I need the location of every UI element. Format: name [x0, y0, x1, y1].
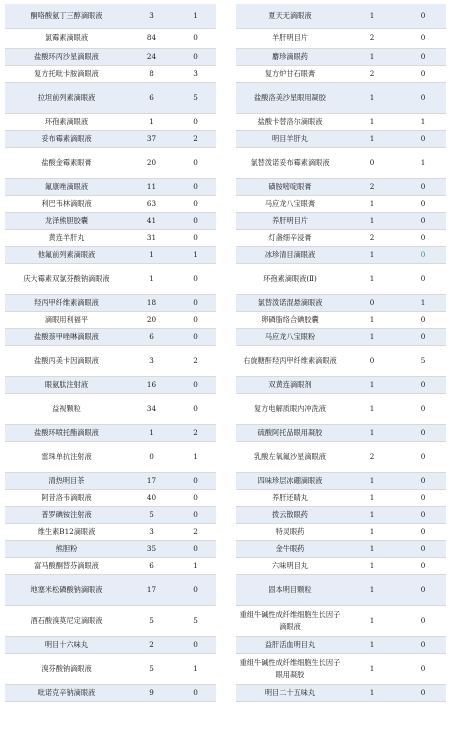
- count-a-cell: 17: [128, 472, 175, 489]
- table-row: [5, 328, 216, 345]
- table-row: [5, 653, 216, 684]
- count-b-cell: 2: [175, 345, 216, 376]
- table-row: [236, 4, 446, 28]
- table-row: [5, 4, 216, 28]
- count-a-cell: 1: [344, 523, 400, 540]
- drug-name-cell: 羟丙甲纤维素滴眼液: [5, 294, 128, 311]
- drug-name-cell: 夏天无滴眼液: [236, 4, 344, 28]
- drug-name-cell: 酮咯酸氨丁三醇滴眼液: [5, 4, 128, 28]
- count-a-cell: 1: [344, 263, 400, 294]
- drug-name-cell: 利巴韦林滴眼液: [5, 195, 128, 212]
- table-row: [5, 246, 216, 263]
- count-b-cell: 0: [175, 294, 216, 311]
- drug-name-cell: 阿昔洛韦滴眼液: [5, 489, 128, 506]
- count-a-cell: 1: [344, 557, 400, 574]
- drug-name-cell: 麝珍滴眼药: [236, 48, 344, 65]
- drug-name-cell: 滴眼用利福平: [5, 311, 128, 328]
- count-a-cell: 1: [344, 212, 400, 229]
- count-a-cell: 1: [344, 195, 400, 212]
- count-b-cell: 0: [175, 195, 216, 212]
- right-drug-table: [236, 4, 446, 702]
- count-b-cell: 0: [400, 246, 446, 263]
- drug-name-cell: 明目二十五味丸: [236, 684, 344, 701]
- drug-name-cell: 明目十六味丸: [5, 636, 128, 653]
- count-b-cell: 1: [175, 246, 216, 263]
- drug-name-cell: 氯替泼诺妥布霉素滴眼液: [236, 147, 344, 178]
- count-a-cell: 6: [128, 328, 175, 345]
- table-row: [236, 393, 446, 424]
- table-row: [5, 48, 216, 65]
- table-row: [236, 48, 446, 65]
- table-row: [236, 130, 446, 147]
- drug-name-cell: 富马酸酮替芬滴眼液: [5, 557, 128, 574]
- table-row: [5, 263, 216, 294]
- count-a-cell: 1: [344, 376, 400, 393]
- count-b-cell: 0: [175, 178, 216, 195]
- drug-name-cell: 重组牛碱性成纤维细胞生长因子眼用凝胶: [236, 653, 344, 684]
- count-b-cell: 0: [175, 376, 216, 393]
- table-row: [5, 424, 216, 441]
- count-a-cell: 37: [128, 130, 175, 147]
- count-b-cell: 2: [175, 424, 216, 441]
- count-b-cell: 0: [175, 393, 216, 424]
- count-a-cell: 1: [128, 424, 175, 441]
- count-a-cell: 1: [344, 130, 400, 147]
- count-b-cell: 0: [400, 557, 446, 574]
- table-row: [5, 212, 216, 229]
- count-a-cell: 1: [344, 424, 400, 441]
- count-a-cell: 2: [344, 441, 400, 472]
- drug-name-cell: 灯盏细辛浸膏: [236, 229, 344, 246]
- count-b-cell: 0: [175, 506, 216, 523]
- table-row: [5, 636, 216, 653]
- count-a-cell: 1: [344, 489, 400, 506]
- table-row: [5, 376, 216, 393]
- count-b-cell: 5: [400, 345, 446, 376]
- drug-name-cell: 盐酸卡替洛尔滴眼液: [236, 113, 344, 130]
- table-row: [236, 441, 446, 472]
- drug-name-cell: 拉坦前列素滴眼液: [5, 82, 128, 113]
- drug-name-cell: 四味珍层冰硼滴眼液: [236, 472, 344, 489]
- count-b-cell: 0: [175, 636, 216, 653]
- count-b-cell: 0: [400, 263, 446, 294]
- count-a-cell: 5: [128, 506, 175, 523]
- count-b-cell: 0: [400, 574, 446, 605]
- table-row: [5, 506, 216, 523]
- count-a-cell: 9: [128, 684, 175, 701]
- count-b-cell: 0: [175, 489, 216, 506]
- table-row: [236, 328, 446, 345]
- count-a-cell: 1: [344, 472, 400, 489]
- table-row: [236, 195, 446, 212]
- drug-name-cell: 盐酸萘甲唑啉滴眼液: [5, 328, 128, 345]
- count-a-cell: 0: [344, 345, 400, 376]
- drug-name-cell: 复方电解质眼内冲洗液: [236, 393, 344, 424]
- count-a-cell: 2: [344, 178, 400, 195]
- count-b-cell: 0: [175, 684, 216, 701]
- drug-name-cell: 六味明目丸: [236, 557, 344, 574]
- drug-name-cell: 地塞米松磷酸钠滴眼液: [5, 574, 128, 605]
- count-b-cell: 1: [400, 113, 446, 130]
- count-a-cell: 1: [344, 393, 400, 424]
- drug-name-cell: 固本明目颗粒: [236, 574, 344, 605]
- table-row: [236, 684, 446, 701]
- count-b-cell: 0: [175, 328, 216, 345]
- drug-name-cell: 眼氨肽注射液: [5, 376, 128, 393]
- drug-name-cell: 明目羊肝丸: [236, 130, 344, 147]
- count-a-cell: 0: [344, 294, 400, 311]
- count-a-cell: 40: [128, 489, 175, 506]
- count-a-cell: 0: [344, 147, 400, 178]
- count-a-cell: 41: [128, 212, 175, 229]
- drug-name-cell: 马应龙八宝眼粉: [236, 328, 344, 345]
- table-row: [236, 605, 446, 636]
- count-b-cell: 0: [400, 605, 446, 636]
- drug-name-cell: 庆大霉素双氯芬酸钠滴眼液: [5, 263, 128, 294]
- count-a-cell: 1: [344, 246, 400, 263]
- count-a-cell: 1: [128, 113, 175, 130]
- count-a-cell: 1: [344, 48, 400, 65]
- table-row: [5, 229, 216, 246]
- drug-name-cell: 酒石酸溴莫尼定滴眼液: [5, 605, 128, 636]
- drug-name-cell: 氟康唑滴眼液: [5, 178, 128, 195]
- drug-name-cell: 盐酸金霉素眼膏: [5, 147, 128, 178]
- count-a-cell: 1: [128, 263, 175, 294]
- count-b-cell: 0: [400, 540, 446, 557]
- drug-name-cell: 益视颗粒: [5, 393, 128, 424]
- table-row: [236, 540, 446, 557]
- count-b-cell: 0: [175, 574, 216, 605]
- count-b-cell: 0: [400, 393, 446, 424]
- count-b-cell: 1: [175, 557, 216, 574]
- drug-name-cell: 养肝明目片: [236, 212, 344, 229]
- count-b-cell: 0: [400, 684, 446, 701]
- table-row: [5, 311, 216, 328]
- left-drug-table: [5, 4, 216, 702]
- drug-name-cell: 卵磷脂络合碘胶囊: [236, 311, 344, 328]
- count-a-cell: 18: [128, 294, 175, 311]
- count-a-cell: 1: [344, 684, 400, 701]
- table-row: [236, 263, 446, 294]
- count-b-cell: 2: [175, 130, 216, 147]
- count-a-cell: 2: [344, 28, 400, 48]
- count-b-cell: 2: [175, 523, 216, 540]
- count-a-cell: 63: [128, 195, 175, 212]
- table-row: [5, 65, 216, 82]
- table-row: [236, 636, 446, 653]
- count-a-cell: 1: [344, 113, 400, 130]
- table-row: [236, 294, 446, 311]
- count-b-cell: 0: [175, 229, 216, 246]
- drug-name-cell: 盐酸环喷托酯滴眼液: [5, 424, 128, 441]
- table-row: [5, 294, 216, 311]
- count-b-cell: 1: [400, 147, 446, 178]
- drug-name-cell: 氯替泼诺混悬滴眼液: [236, 294, 344, 311]
- count-b-cell: 0: [175, 147, 216, 178]
- table-row: [236, 311, 446, 328]
- count-a-cell: 31: [128, 229, 175, 246]
- count-a-cell: 1: [344, 82, 400, 113]
- count-a-cell: 3: [128, 523, 175, 540]
- table-row: [236, 376, 446, 393]
- drug-name-cell: 环孢素滴眼液: [5, 113, 128, 130]
- table-row: [236, 574, 446, 605]
- table-row: [5, 441, 216, 472]
- table-row: [5, 345, 216, 376]
- table-row: [5, 472, 216, 489]
- table-row: [236, 229, 446, 246]
- drug-name-cell: 盐酸洛美沙星眼用凝胶: [236, 82, 344, 113]
- drug-name-cell: 冰珍清目滴眼液: [236, 246, 344, 263]
- drug-name-cell: 马应龙八宝眼膏: [236, 195, 344, 212]
- count-b-cell: 0: [400, 506, 446, 523]
- count-a-cell: 2: [344, 65, 400, 82]
- drug-name-cell: 羊肝明目片: [236, 28, 344, 48]
- table-row: [236, 147, 446, 178]
- count-b-cell: 0: [400, 82, 446, 113]
- drug-name-cell: 复方托吡卡胺滴眼液: [5, 65, 128, 82]
- table-row: [236, 113, 446, 130]
- drug-name-cell: 双黄连滴眼剂: [236, 376, 344, 393]
- count-a-cell: 1: [344, 574, 400, 605]
- drug-name-cell: 盐酸环丙沙星滴眼液: [5, 48, 128, 65]
- count-a-cell: 1: [344, 540, 400, 557]
- table-row: [5, 28, 216, 48]
- table-row: [5, 684, 216, 701]
- table-row: [236, 212, 446, 229]
- count-b-cell: 3: [175, 65, 216, 82]
- count-b-cell: 0: [400, 489, 446, 506]
- table-row: [236, 246, 446, 263]
- drug-name-cell: 复方炉甘石眼膏: [236, 65, 344, 82]
- count-a-cell: 11: [128, 178, 175, 195]
- count-b-cell: 0: [175, 263, 216, 294]
- table-row: [236, 557, 446, 574]
- drug-name-cell: 特灵眼药: [236, 523, 344, 540]
- count-b-cell: 0: [400, 65, 446, 82]
- count-b-cell: 0: [175, 311, 216, 328]
- drug-name-cell: 他氟前列素滴眼液: [5, 246, 128, 263]
- table-row: [5, 130, 216, 147]
- count-b-cell: 0: [400, 229, 446, 246]
- count-a-cell: 0: [128, 441, 175, 472]
- count-b-cell: 0: [175, 113, 216, 130]
- count-a-cell: 6: [128, 557, 175, 574]
- table-row: [5, 82, 216, 113]
- drug-name-cell: 普罗碘铵注射液: [5, 506, 128, 523]
- count-b-cell: 0: [400, 328, 446, 345]
- table-row: [5, 147, 216, 178]
- count-a-cell: 84: [128, 28, 175, 48]
- count-a-cell: 6: [128, 82, 175, 113]
- table-row: [5, 540, 216, 557]
- count-b-cell: 0: [400, 424, 446, 441]
- count-b-cell: 1: [175, 4, 216, 28]
- count-b-cell: 1: [175, 653, 216, 684]
- table-row: [5, 113, 216, 130]
- count-b-cell: 0: [175, 540, 216, 557]
- count-b-cell: 5: [175, 605, 216, 636]
- column-gap: [218, 0, 234, 756]
- table-row: [236, 472, 446, 489]
- drug-name-cell: 熊胆粉: [5, 540, 128, 557]
- count-a-cell: 1: [128, 246, 175, 263]
- drug-name-cell: 环孢素滴眼液(Ⅱ): [236, 263, 344, 294]
- count-b-cell: 0: [400, 130, 446, 147]
- table-row: [5, 605, 216, 636]
- count-b-cell: 0: [400, 523, 446, 540]
- table-row: [236, 28, 446, 48]
- count-a-cell: 1: [344, 506, 400, 523]
- count-b-cell: 0: [400, 636, 446, 653]
- count-b-cell: 0: [400, 376, 446, 393]
- count-a-cell: 17: [128, 574, 175, 605]
- count-b-cell: 0: [400, 4, 446, 28]
- table-row: [236, 424, 446, 441]
- count-a-cell: 2: [344, 229, 400, 246]
- drug-name-cell: 雷珠单抗注射液: [5, 441, 128, 472]
- count-b-cell: 0: [175, 212, 216, 229]
- drug-name-cell: 益肝活血明目丸: [236, 636, 344, 653]
- drug-name-cell: 金牛眼药: [236, 540, 344, 557]
- table-row: [5, 393, 216, 424]
- table-row: [5, 557, 216, 574]
- count-a-cell: 34: [128, 393, 175, 424]
- drug-name-cell: 右旋糖酐羟丙甲纤维素滴眼液: [236, 345, 344, 376]
- table-row: [236, 506, 446, 523]
- table-row: [236, 523, 446, 540]
- table-row: [236, 653, 446, 684]
- count-b-cell: 0: [400, 653, 446, 684]
- count-a-cell: 1: [344, 4, 400, 28]
- drug-name-cell: 维生素B12滴眼液: [5, 523, 128, 540]
- count-a-cell: 16: [128, 376, 175, 393]
- count-b-cell: 1: [400, 294, 446, 311]
- count-b-cell: 5: [175, 82, 216, 113]
- table-row: [236, 82, 446, 113]
- drug-name-cell: 氯霉素滴眼液: [5, 28, 128, 48]
- count-a-cell: 1: [344, 605, 400, 636]
- count-a-cell: 20: [128, 147, 175, 178]
- drug-name-cell: 拨云散眼药: [236, 506, 344, 523]
- count-b-cell: 0: [175, 48, 216, 65]
- left-table-body: [5, 4, 216, 701]
- drug-name-cell: 乳酸左氧氟沙星滴眼液: [236, 441, 344, 472]
- drug-name-cell: 硫酸阿托品眼用凝胶: [236, 424, 344, 441]
- count-b-cell: 0: [400, 28, 446, 48]
- drug-name-cell: 妥布霉素滴眼液: [5, 130, 128, 147]
- table-row: [5, 178, 216, 195]
- drug-name-cell: 清热明目茶: [5, 472, 128, 489]
- count-a-cell: 1: [344, 311, 400, 328]
- count-a-cell: 8: [128, 65, 175, 82]
- count-b-cell: 0: [175, 28, 216, 48]
- count-b-cell: 0: [400, 48, 446, 65]
- count-a-cell: 2: [128, 636, 175, 653]
- count-a-cell: 5: [128, 653, 175, 684]
- count-a-cell: 35: [128, 540, 175, 557]
- drug-name-cell: 吡诺克辛钠滴眼液: [5, 684, 128, 701]
- count-a-cell: 20: [128, 311, 175, 328]
- count-a-cell: 3: [128, 4, 175, 28]
- table-row: [236, 65, 446, 82]
- count-b-cell: 0: [400, 472, 446, 489]
- count-a-cell: 5: [128, 605, 175, 636]
- table-row: [236, 178, 446, 195]
- drug-name-cell: 溴芬酸钠滴眼液: [5, 653, 128, 684]
- count-b-cell: 0: [400, 195, 446, 212]
- drug-name-cell: 养肝还睛丸: [236, 489, 344, 506]
- count-b-cell: 1: [175, 441, 216, 472]
- count-b-cell: 0: [175, 472, 216, 489]
- table-row: [5, 574, 216, 605]
- count-b-cell: 0: [400, 311, 446, 328]
- drug-name-cell: 磺胺嘧啶眼膏: [236, 178, 344, 195]
- table-row: [236, 345, 446, 376]
- table-row: [236, 489, 446, 506]
- drug-name-cell: 黄连羊肝丸: [5, 229, 128, 246]
- drug-name-cell: 龙泽熊胆胶囊: [5, 212, 128, 229]
- drug-name-cell: 重组牛碱性成纤维细胞生长因子滴眼液: [236, 605, 344, 636]
- count-b-cell: 0: [400, 212, 446, 229]
- count-b-cell: 0: [400, 178, 446, 195]
- count-a-cell: 3: [128, 345, 175, 376]
- table-row: [5, 195, 216, 212]
- count-a-cell: 1: [344, 636, 400, 653]
- table-row: [5, 489, 216, 506]
- count-a-cell: 1: [344, 328, 400, 345]
- count-a-cell: 1: [344, 653, 400, 684]
- table-row: [5, 523, 216, 540]
- drug-name-cell: 盐酸丙美卡因滴眼液: [5, 345, 128, 376]
- count-b-cell: 0: [400, 441, 446, 472]
- count-a-cell: 24: [128, 48, 175, 65]
- right-table-body: [236, 4, 446, 701]
